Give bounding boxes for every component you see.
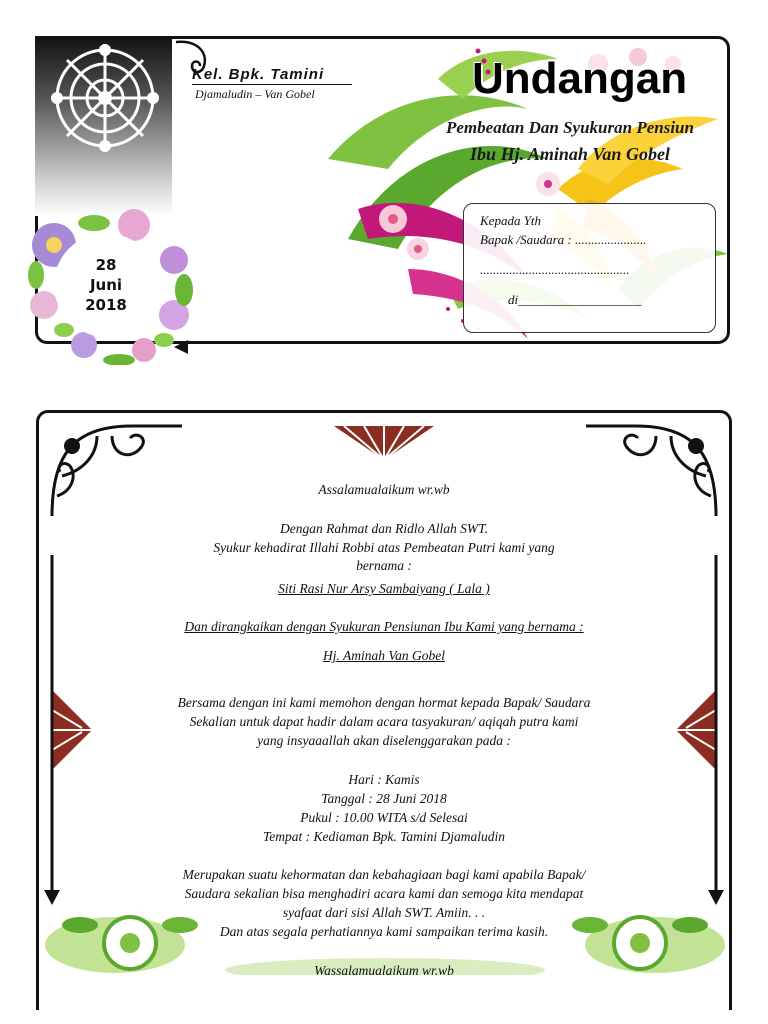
request-line: Sekalian untuk dapat hadir dalam acara tasyakuran/ aqiqah putra kami (189, 714, 579, 729)
event-date: Tanggal : 28 Juni 2018 (321, 791, 447, 806)
closing-line: syafaat dari sisi Allah SWT. Amiin. . . (282, 905, 486, 920)
mother-name-text: Hj. Aminah Van Gobel (323, 648, 445, 663)
date-year: 2018 (85, 296, 127, 314)
request-line: yang insyaaallah akan diselenggarakan pada : (257, 733, 511, 748)
address-to: Kepada Yth (480, 213, 542, 228)
corner-ornament-icon (42, 416, 192, 526)
event-time: Pukul : 10.00 WITA s/d Selesai (300, 810, 468, 825)
child-name (120, 580, 648, 598)
top-ornament-icon (334, 420, 434, 462)
farewell: Wassalamualaikum wr.wb (314, 963, 454, 978)
closing-line: Saudara sekalian bisa menghadiri acara kami dan semoga kita mendapat (184, 886, 584, 901)
family-subtitle: Djamaludin – Van Gobel (195, 87, 315, 101)
mother-name (120, 647, 648, 665)
invitation-title: Undangan (472, 54, 688, 103)
family-name: Kel. Bpk. Tamini (192, 66, 325, 83)
address-blank-line: .............................................. (480, 262, 630, 277)
event-subtitle: Pembeatan Dan Syukuran Pensiun (446, 118, 694, 137)
mandala-ornament-icon (35, 36, 172, 166)
arrow-down-icon (706, 555, 726, 905)
divider (192, 84, 352, 85)
date-day: 28 (95, 256, 117, 274)
closing-line: Merupakan suatu kehormatan dan kebahagiaan bagi kami apabila Bapak/ (182, 867, 586, 882)
letter-line: Dengan Rahmat dan Ridlo Allah SWT. (280, 521, 488, 536)
event-place: Tempat : Kediaman Bpk. Tamini Djamaludin (262, 829, 505, 844)
address-place: di___________________ (508, 292, 642, 307)
corner-ornament-icon (576, 416, 726, 526)
ornament-panel (35, 36, 172, 216)
address-box (463, 203, 716, 333)
honoree-name: Ibu Hj. Aminah Van Gobel (470, 144, 670, 164)
arrow-down-icon (42, 555, 62, 905)
letter-line-text: Dan dirangkaikan dengan Syukuran Pensiunan Ibu Kami yang bernama : (184, 619, 584, 634)
address-recipient: Bapak /Saudara : ...................... (480, 232, 647, 247)
date-month: Juni (89, 276, 123, 294)
letter-line (120, 618, 648, 636)
closing-line: Dan atas segala perhatiannya kami sampaikan terima kasih. (219, 924, 549, 939)
letter-line: bernama : (356, 558, 412, 573)
child-name-text: Siti Rasi Nur Arsy Sambaiyang ( Lala ) (278, 581, 490, 596)
event-day: Hari : Kamis (348, 772, 420, 787)
request-line: Bersama dengan ini kami memohon dengan hormat kepada Bapak/ Saudara (177, 695, 591, 710)
letter-line: Syukur kehadirat Illahi Robbi atas Pembeatan Putri kami yang (213, 540, 555, 555)
greeting: Assalamualaikum wr.wb (318, 482, 450, 497)
